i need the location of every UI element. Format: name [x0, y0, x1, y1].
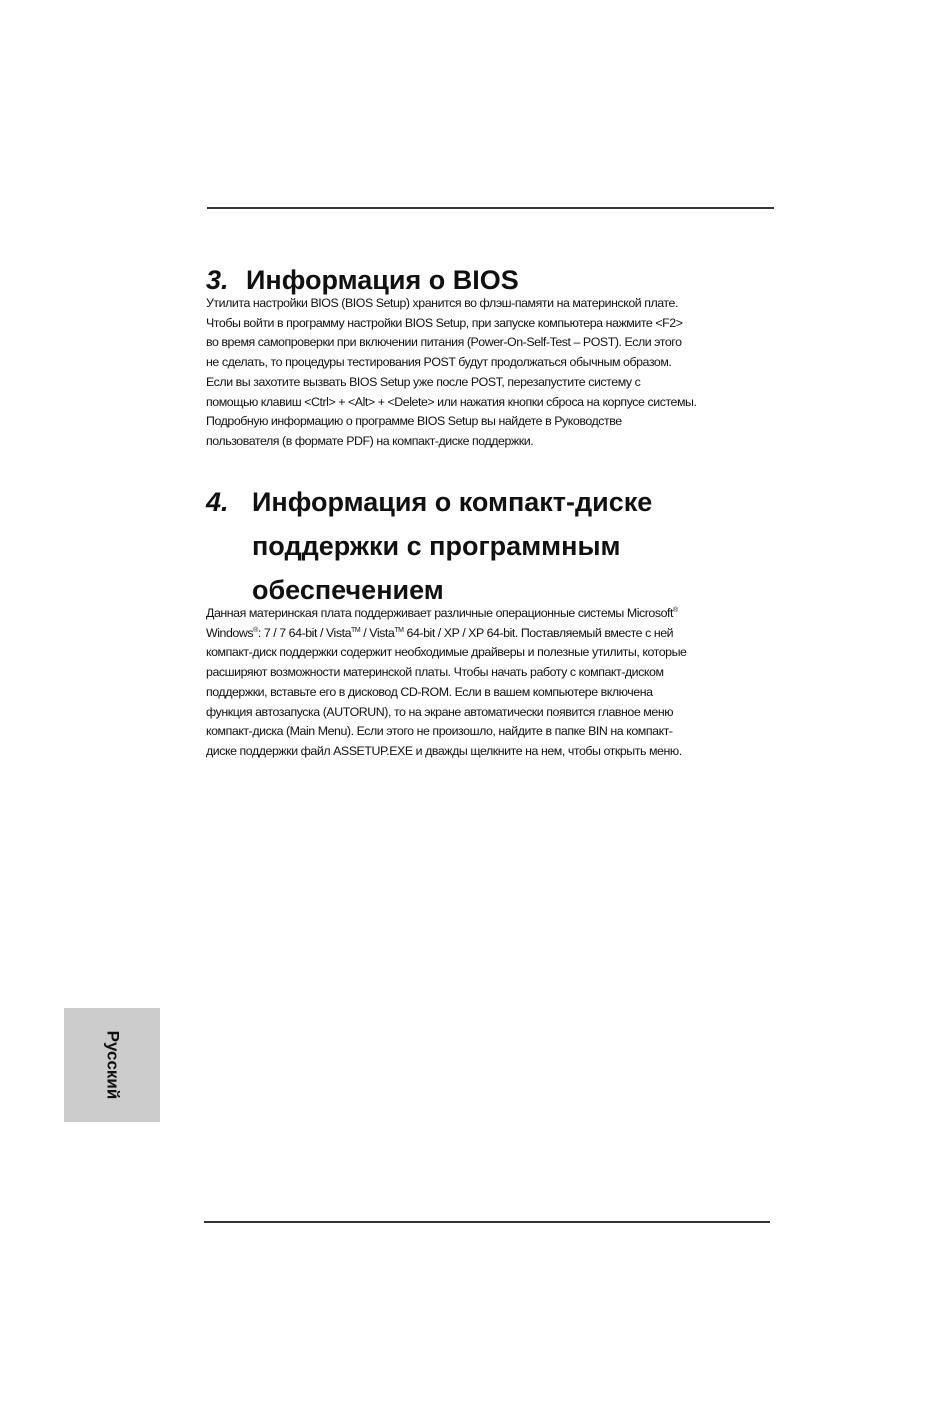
- language-side-tab: [64, 1008, 160, 1122]
- paragraph-line: Если вы захотите вызвать BIOS Setup уже после POST, перезапустите систему с: [206, 374, 641, 389]
- paragraph-line: Утилита настройки BIOS (BIOS Setup) хранится во флэш-памяти на материнской плате.: [206, 296, 678, 310]
- language-tab-label: Русский: [102, 1030, 122, 1100]
- windows-text: Windows: [206, 625, 254, 640]
- paragraph-line: помощью клавиш <Ctrl> + <Alt> + <Delete> или нажатия кнопки сброса на корпусе системы.: [206, 394, 697, 409]
- section-3-number: 3.: [206, 265, 229, 295]
- registered-mark: ®: [253, 626, 258, 634]
- paragraph-line: Чтобы войти в программу настройки BIOS Setup, при запуске компьютера нажмите <F2>: [206, 315, 683, 330]
- section-4-title-line: Информация о компакт-диске: [252, 487, 653, 517]
- section-4-title-line: поддержки с программным: [252, 531, 621, 561]
- section-bios-info: [206, 258, 786, 452]
- paragraph-line: во время самопроверки при включении питания (Power-On-Self-Test – POST). Если этого: [206, 335, 682, 350]
- trademark-mark: TM: [351, 626, 361, 634]
- header-rule: [207, 207, 774, 209]
- section-4-title: [252, 480, 786, 612]
- os-versions-text: 64-bit / XP / XP 64-bit. Поставляемый вместе с ней: [403, 625, 674, 640]
- registered-mark: ®: [673, 606, 678, 614]
- footer-rule: [204, 1221, 770, 1223]
- paragraph-line: компакт-диск поддержки содержит необходимые драйверы и полезные утилиты, которые: [206, 645, 687, 660]
- os-versions-text: / Vista: [360, 625, 395, 640]
- trademark-mark: TM: [394, 626, 404, 634]
- paragraph-line: пользователя (в формате PDF) на компакт-диске поддержки.: [206, 433, 534, 448]
- paragraph-line: Подробную информацию о программе BIOS Setup вы найдете в Руководстве: [206, 414, 622, 429]
- paragraph-line: поддержки, вставьте его в дисковод CD-ROM. Если в вашем компьютере включена: [206, 684, 653, 699]
- section-3-paragraph: [206, 294, 786, 452]
- section-4-heading: [206, 480, 786, 612]
- paragraph-line: [206, 624, 786, 644]
- paragraph-line: компакт-диска (Main Menu). Если этого не произошло, найдите в папке BIN на компакт-: [206, 724, 673, 739]
- paragraph-line-text: Данная материнская плата поддерживает различные операционные системы Microsoft: [206, 606, 674, 620]
- section-support-cd-info: [206, 480, 786, 762]
- paragraph-line: расширяют возможности материнской платы. Чтобы начать работу с компакт-диском: [206, 665, 664, 680]
- section-3-title: Информация о BIOS: [246, 265, 519, 295]
- section-4-number: 4.: [206, 487, 229, 517]
- paragraph-line: не сделать, то процедуры тестирования POST будут продолжаться обычным образом.: [206, 355, 672, 370]
- section-4-paragraph: [206, 604, 786, 762]
- paragraph-line: диске поддержки файл ASSETUP.EXE и дважды щелкните на нем, чтобы открыть меню.: [206, 743, 682, 758]
- section-4-title-line: обеспечением: [252, 575, 444, 605]
- paragraph-line: функция автозапуска (AUTORUN), то на экране автоматически появится главное меню: [206, 704, 674, 719]
- os-versions-text: : 7 / 7 64-bit / Vista: [257, 625, 352, 640]
